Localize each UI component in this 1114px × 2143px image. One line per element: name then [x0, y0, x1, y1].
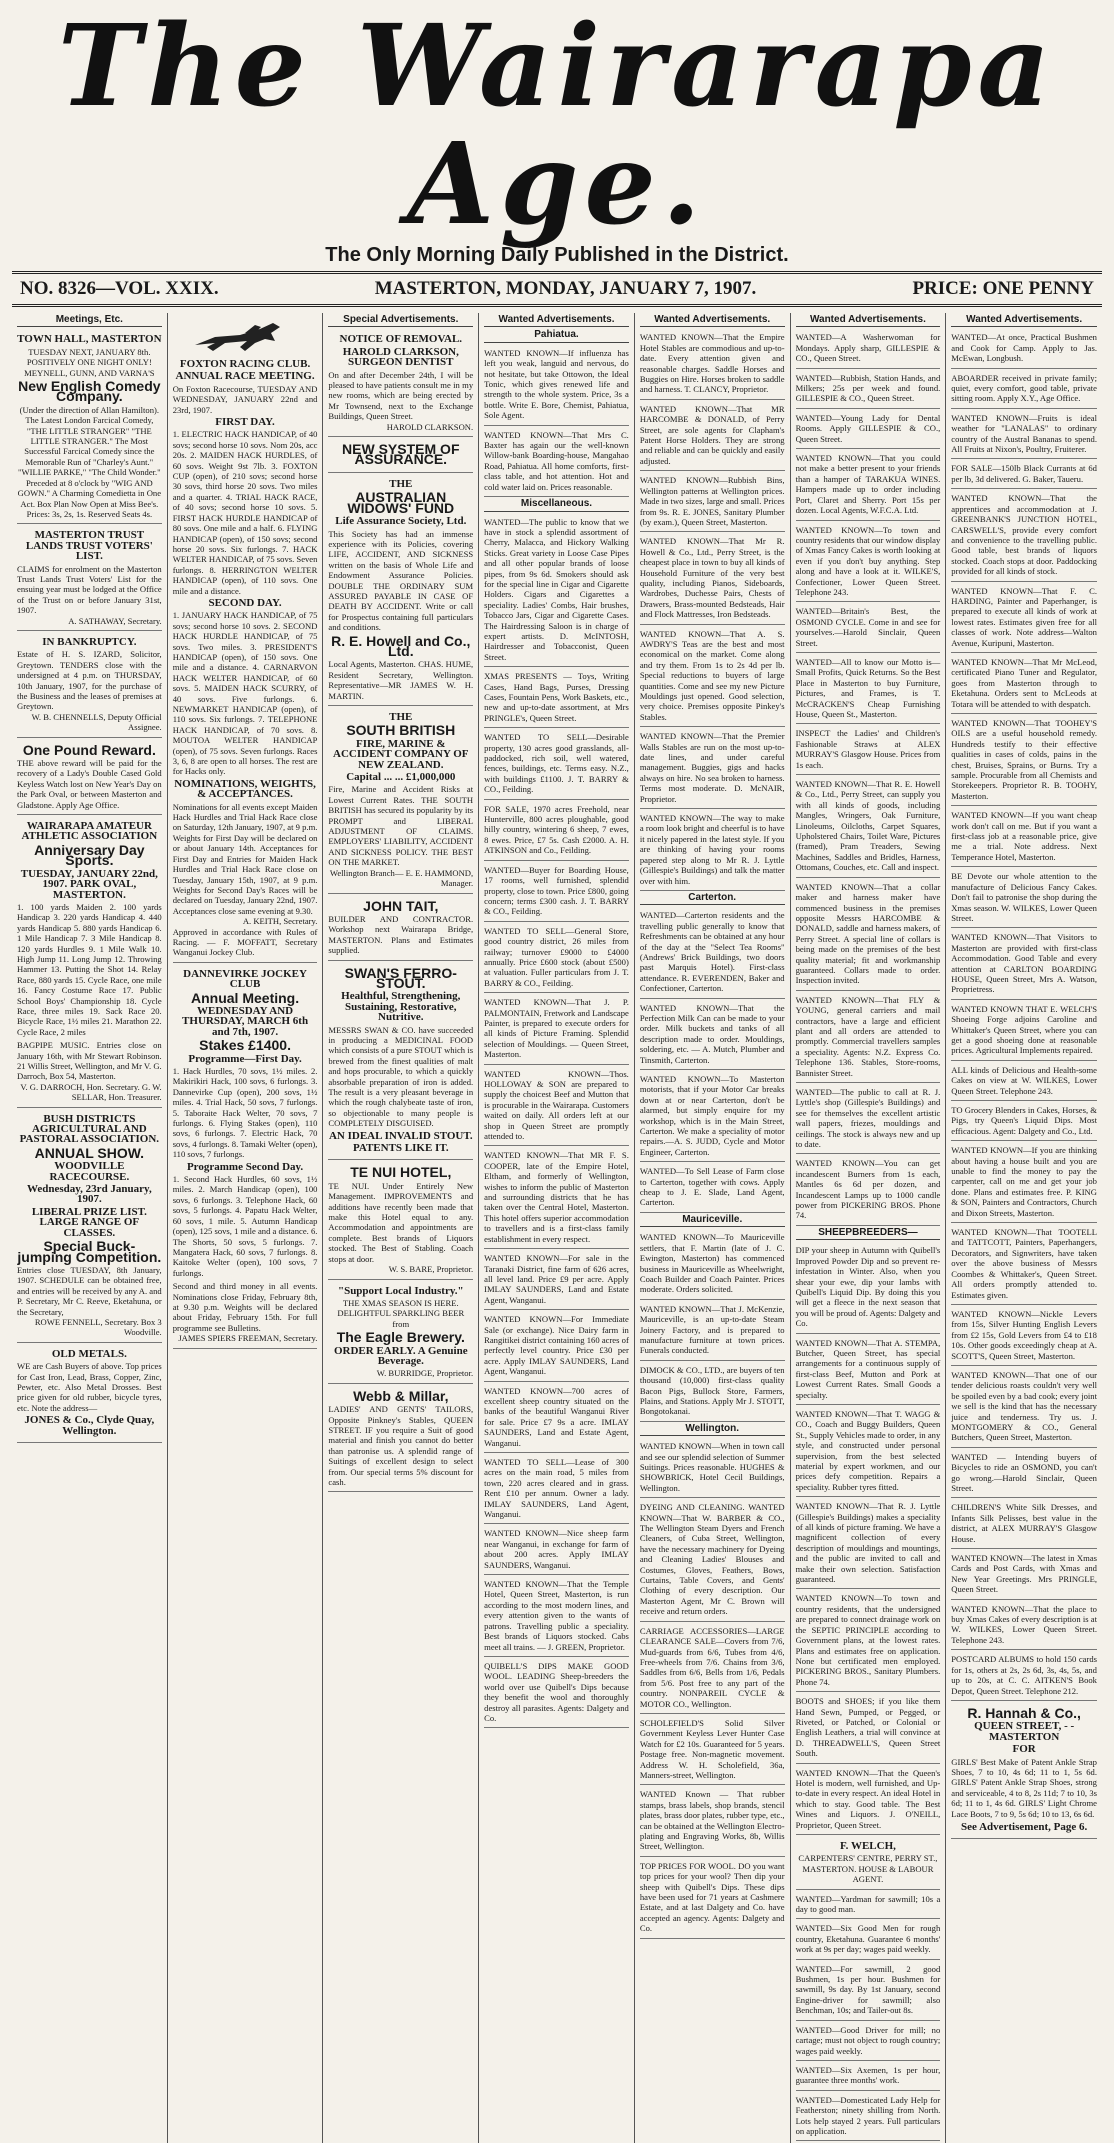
- ad-heading: SWAN'S FERRO-STOUT.: [344, 964, 457, 991]
- ad-subheading: ORDER EARLY. A Genuine Beverage.: [333, 1344, 468, 1367]
- ad-item: SCHOLEFIELD'S Solid Silver Government Keyless Lever Hunter Case Watch for £2 10s. Guaranteed for 5 years. Postage free. Non-magnetic movement. Address W. H. Scholefield, 36a, Manners-street, Wellington.: [640, 1716, 785, 1785]
- ad-item: WANTED KNOWN—That Mr R. Howell & Co., Ltd., Perry Street, is the cheapest place in town to buy all kinds of Household Furniture of the very best quality, including Pianos, Sideboards, Wardrobes, Duchesse Pairs, Chests of Drawers, Brass-mounted Bedsteads, Hair and Flock Mattresses, Iron Bedsteads.: [640, 534, 785, 624]
- ad-subheading: NOMINATIONS, WEIGHTS, & ACCEPTANCES.: [174, 777, 316, 801]
- ad-item: WANTED TO SELL—Lease of 300 acres on the main road, 5 miles from town, 220 acres cleared and in grass. Rent £10 per annum. Owner a lady. IMLAY SAUNDERS, Land Agent, Wanganui.: [484, 1455, 629, 1524]
- subsection-heading: Carterton.: [640, 893, 785, 905]
- ad-south-british: [328, 708, 473, 894]
- ad-item: WANTED KNOWN—That the place to buy Xmas Cakes of every description is at W. WILKES, Lower Queen Street. Telephone 243.: [951, 1602, 1097, 1651]
- ad-item: WANTED KNOWN—To town and country residents that our window display of Xmas Fancy Cakes is worth looking at even if you don't buy anything. Step along and have a look at it. WILKE'S, Confectioner, Lower Queen Street. Telephone 243.: [796, 523, 941, 603]
- ad-subheading: THE: [389, 711, 413, 723]
- ad-item: FOR SALE—150lb Black Currants at 6d per lb, 3d delivered. G. Baker, Taueru.: [951, 461, 1097, 489]
- ad-text: Fire, Marine and Accident Risks at Lowest Current Rates. THE SOUTH BRITISH has secured its popularity by its PROMPT and LIBERAL ADJUSTMENT OF CLAIMS. EMPLOYERS' LIABILITY, ACCIDENT AND SICKNESS POLICY. THE BEST ON THE MARKET.: [328, 784, 474, 868]
- ad-item: WANTED KNOWN—If influenza has left you weak, languid and nervous, do not hesitate, but take Ottowon, the Ideal Tonic, which gives renewed life and strength to the whole system. Price, 3s a bottle. Write E. Bore, Chemist, Pahiatua, Sole Agent.: [484, 346, 629, 426]
- ad-heading: TOWN HALL, MASTERTON: [17, 333, 162, 346]
- ad-show: [17, 1110, 162, 1343]
- ad-item: WANTED KNOWN THAT E. WELCH'S Shoeing Forge adjoins Caroline and Whittaker's Queen Street, where you can get a good shoeing done at reasonable prices. Agricultural Implements repaired.: [951, 1002, 1097, 1061]
- ad-clarkson: [328, 330, 473, 437]
- ad-subheading: PATENTS LIKE IT.: [352, 1142, 449, 1155]
- ad-text: 1. Hack Hurdles, 70 sovs, 1½ miles. 2. Makirikiri Hack, 100 sovs, 6 furlongs. 3. Dannevirke Cup (open), 200 sovs, 1½ miles. 4. Trial Hack, 50 sovs, 7 furlongs. 5. Taboraite Hack Welter, 70 sovs, 7 furlongs. 6. Flying Stakes (open), 110 sovs, 6 furlongs. 7. Electric Hack, 70 sovs, 4 furlongs. 8. Tamaki Welter (open), 110 sovs, 7 furlongs.: [172, 1066, 318, 1160]
- ad-item: WANTED KNOWN—That F. C. HARDING, Painter and Paperhanger, is prepared to execute all kinds of work at lowest rates. Estimates given free for all classes of work. Note address—Walton Avenue, Kuripuni, Masterton.: [951, 584, 1097, 653]
- ad-text: CARPENTERS' CENTRE, PERRY ST., MASTERTON. HOUSE & LABOUR AGENT.: [798, 1853, 938, 1885]
- ad-item: ABOARDER received in private family; quiet, every comfort, good table, private sitting room. Apply X.Y., Age Office.: [951, 371, 1097, 409]
- ad-item: POSTCARD ALBUMS to hold 150 cards for 1s, others at 2s, 2s 6d, 3s, 4s, 5s, and up to 20s, at C. C. AITKEN'S Book Depot, Queen Street. Telephone 212.: [951, 1652, 1097, 1701]
- ad-item: WANTED KNOWN—That Visitors to Masterton are provided with first-class Accommodation. Good Table and every attention at CARLTON BOARDING HOUSE, Queen Street, Mrs A. Watson, Proprietress.: [951, 930, 1097, 999]
- ad-item: WANTED KNOWN—Nice sheep farm near Wanganui, in exchange for farm of about 200 acres. Apply IMLAY SAUNDERS, Wanganui.: [484, 1526, 629, 1575]
- ad-item: WANTED—A Washerwoman for Mondays. Apply sharp, GILLESPIE & CO., Queen Street.: [796, 330, 941, 368]
- ad-item: WANTED KNOWN—That A. STEMPA, Butcher, Queen Street, has special arrangements for a continuous supply of first-class Beef, Mutton and Pork at Lowest Current Rates. Small Goods a specialty.: [796, 1336, 941, 1405]
- ad-item: WANTED—Domesticated Lady Help for Featherston; ninety shilling from North. Lots help stayed 2 years. Full particulars on application.: [796, 2093, 941, 2142]
- ad-trust-lands: [17, 526, 162, 631]
- ad-item: WANTED KNOWN—For sale in the Taranaki District, fine farm of 626 acres, all level land. Price £9 per acre. Apply IMLAY SAUNDERS, Land and Estate Agent, Wanganui.: [484, 1251, 629, 1310]
- ad-item: WANTED—Yardman for sawmill; 10s a day to good man.: [796, 1892, 941, 1920]
- ad-tait: [328, 896, 473, 961]
- ad-item: WANTED KNOWN—The latest in Xmas Cards and Post Cards, with Xmas and New Year Greetings. Mrs PRINGLE, Queen Street.: [951, 1551, 1097, 1600]
- ad-bankruptcy: [17, 633, 162, 738]
- ad-item: WANTED KNOWN—To Mauriceville settlers, that F. Martin (late of J. C. Ewington, Masterton) has commenced business in Mauriceville as Wheelwright, Coach Builder and Coach Painter. Prices moderate. Orders solicited.: [640, 1230, 785, 1299]
- ad-heading: NOTICE OF REMOVAL.: [339, 333, 463, 346]
- ad-signature: HAROLD CLARKSON.: [386, 421, 474, 432]
- ad-text: TE NUI. Under Entirely New Management. IMPROVEMENTS and additions have recently been made that make this Hotel equal to any. Accommodation and appointments are complete. Best brands of Liquors stocked. The Best of Stabling. Coach stops at door.: [328, 1180, 474, 1264]
- ad-item: WANTED KNOWN—Nickle Levers from 15s, Silver Hunting English Levers from £2 15s, Gold Levers from £4 to £18 10s. Other goods exceedingly cheap at A. SCOTT'S, Queen Street, Masterton.: [951, 1307, 1097, 1366]
- ad-item: XMAS PRESENTS — Toys, Writing Cases, Hand Bags, Purses, Dressing Cases, Fountain Pens, Work Baskets, etc., new and up-to-date assortment, at Mrs PRINGLE's, Queen Street.: [484, 669, 629, 728]
- column-4: [479, 313, 635, 2143]
- ad-heading: Anniversary Day Sports.: [34, 841, 145, 869]
- ad-heading: AUSTRALIAN WIDOWS' FUND: [347, 489, 455, 516]
- ad-signature: Wellington Branch— E. E. HAMMOND, Manager.: [329, 867, 474, 889]
- ad-text: MESSRS SWAN & CO. have succeeded in producing a MEDICINAL FOOD which consists of a pure STOUT which is brewed from the finest qualities of malt and hops procurable, to which a quickly absorbable preparation of iron is added. The result is a very pleasant beverage in which the rough chalybeate taste of iron, so objectionable to many people is COMPLETELY DISGUISED.: [328, 1024, 474, 1129]
- ad-subheading: LIBERAL PRIZE LIST. LARGE RANGE OF CLASSES.: [31, 1205, 147, 1239]
- subsection-heading: Wellington.: [640, 1424, 785, 1436]
- ad-text: Estate of H. S. IZARD, Solicitor, Greytown. TENDERS close with the undersigned at 4 p.m. on THURSDAY, 10th January, 1907, for the purchase of the Business and the leases of premises at Greytown.: [17, 649, 162, 712]
- ad-item: ALL kinds of Delicious and Health-some Cakes on view at W. WILKES, Lower Queen Street. Telephone 243.: [951, 1063, 1097, 1101]
- ad-text: BUILDER AND CONTRACTOR. Workshop next Wairarapa Bridge, MASTERTON. Plans and Estimates supplied.: [328, 913, 474, 956]
- ad-item: WANTED KNOWN—That the Temple Hotel, Queen Street, Masterton, is run according to the most modern lines, and every attention given to the wants of patrons. Travelling public a speciality. Best brands of Liquors stocked. Cabs meet all trains. — J. GREEN, Proprietor.: [484, 1577, 629, 1657]
- ad-item: WANTED Known — That rubber stamps, brass labels, shop brands, stencil plates, brass door plates, rubber type, etc., can be obtained at the Wellington Electro-plating and Engraving Works, 8b, Willis Street, Wellington.: [640, 1787, 785, 1856]
- ad-te-nui-hotel: [328, 1162, 473, 1279]
- ad-heading: BUSH DISTRICTS AGRICULTURAL AND PASTORAL ASSOCIATION.: [19, 1112, 160, 1146]
- ad-item: WANTED KNOWN—700 acres of excellent sheep country situated on the banks of the beautiful Wanganui River for sale. Price £7 9s a acre. IMLAY SAUNDERS, Land and Estate Agent, Wanganui.: [484, 1384, 629, 1453]
- ad-text: Nominations for all events except Maiden Hack Hurdles and Trial Hack Race close on Saturday, 12th January, 1907, at 9 p.m. Weights for First Day will be declared on or about January 14th. Acceptances for First Day and Entries for Maiden Hack Hurdles and Trial Hack Race close on Tuesday, January 15th, 1907, at 9 p.m. Weights for Second Day's Races will be declared on Tuesday, January 22nd, 1907. Acceptances close same evening at 9.30.: [172, 801, 318, 916]
- ad-text: 1. Second Hack Hurdles, 60 sovs, 1½ miles. 2. March Handicap (open), 100 sovs, 6 furlongs. 3. Telephone Hack, 60 sovs, 5 furlongs. 4. Papatu Hack Welter, 60 sovs, 1 mile. 5. Autumn Handicap (open), 125 sovs, 1 mile and a distance. 6. The Shorts, 50 sovs, 5 furlongs. 7. Mangatera Hack, 60 sovs, 7 furlongs. 8. Kaitoke Welter (open), 100 sovs, 7 furlongs.: [172, 1174, 318, 1278]
- ad-text: TUESDAY NEXT, JANUARY 8th. POSITIVELY ONE NIGHT ONLY! MEYNELL, GUNN, AND VARNA'S: [24, 346, 155, 378]
- columns: [12, 313, 1102, 2136]
- ad-heading: JOHN TAIT,: [363, 897, 439, 914]
- price: PRICE: ONE PENNY: [912, 278, 1094, 299]
- ad-item: WANTED KNOWN—You can get incandescent Burners from 1s each, Mantles 6s 6d per dozen, and Incandescent Lamps up to 1000 candle power from PICKERING BROS. Phone 74.: [796, 1156, 941, 1225]
- ad-item: WANTED KNOWN—That TOOHEY'S OILS are a useful household remedy. Hundreds testify to their effective qualities in cases of colds, pains in the chest, Bruises, Sprains, or Burns. Try a sample. Procurable from all Chemists and Storekeepers. Proprietor R. B. TOOHY, Masterton.: [951, 716, 1097, 806]
- column-2: [168, 313, 324, 2143]
- tagline: The Only Morning Daily Published in the District.: [325, 244, 789, 266]
- ad-subheading: Healthful, Strengthening, Sustaining, Restorative, Nutritive.: [341, 990, 461, 1024]
- ad-item: WANTED KNOWN—That Mrs C. Baxter has again our the well-known Willow-bank Boarding-house, Mangahao Road, Pahiatua. All home comforts, first-class table, and hot attention. Hot and cold water laid on. Prices reasonable.: [484, 428, 629, 497]
- ad-text: THE above reward will be paid for the recovery of a Lady's Double Cased Gold Keyless Watch lost on New Year's Day on the Park Oval, or between Masterton and Gladstone. Apply Age Office.: [17, 758, 162, 810]
- ad-text: CLAIMS for enrolment on the Masterton Trust Lands Trust Voters' List for the ensuing year must be lodged at the Office of the Trust on or before January 31st, 1907.: [17, 563, 162, 616]
- ad-item: WANTED KNOWN—That R. J. Lyttle (Gillespie's Buildings) makes a speciality of all kinds of picture framing. We have a magnificent collection of every description of mouldings and mountings, and the public are invited to call and make their own selection. Satisfaction guaranteed.: [796, 1499, 941, 1589]
- ad-athletic: [17, 817, 162, 1108]
- ad-item: WANTED—For sawmill, 2 good Bushmen, 1s per hour. Bushmen for sawmill, 9s day. By 1st January, second Engine-driver for sawmill; also Benchman, 10s; and Tailer-out 8s.: [796, 1962, 941, 2021]
- ad-text: 1. 100 yards Maiden 2. 100 yards Handicap 3. 220 yards Handicap 4. 440 yards Handicap 5. 880 yards Handicap 6. 1 Mile Handicap 7. 3 Mile Handicap 8. 120 yards Hurdles 9. 1 Mile Walk 10. High Jump 11. Long Jump 12. Throwing Hammer 13. Putting the Shot 14. Relay Race, 880 yards 15. Cycle Race, one mile 16. Fancy Costume Race 17. Public School Boys' Championship 18. Cycle Race, three miles 19. Sack Race 20. Bicycle Race, 1½ miles 21. Marathon 22. Cycle Race, 2 miles: [17, 901, 162, 1037]
- ad-item: WANTED KNOWN—That MR HARCOMBE & DONALD, of Perry Street, are sole agents for Clapham's Patent Horse Holders. They are strong and reliable and can be quickly and easily adjusted.: [640, 402, 785, 471]
- ad-item: WANTED—Rubbish, Station Hands, and Milkers; 25s per week and found. GILLESPIE & CO., Queen Street.: [796, 371, 941, 409]
- ad-subheading: TUESDAY, JANUARY 22nd, 1907. PARK OVAL, MASTERTON.: [20, 867, 158, 901]
- ad-text: GIRLS' Best Make of Patent Ankle Strap Shoes, 7 to 10, 4s 6d; 11 to 1, 5s 6d. GIRLS' Patent Ankle Strap Shoes, strong and serviceable, 4 to 8, 2s 11d; 7 to 10, 3s 6d; 11 to 1, 4s 6d. GIRLS' Light Chrome Lace Boots, 7 to 9, 5s 6d; 10 to 13, 6s 6d.: [951, 1756, 1097, 1819]
- ad-swan-stout: [328, 963, 473, 1161]
- ad-subheading: Capital ... ... £1,000,000: [346, 771, 456, 784]
- ad-reward: [17, 740, 162, 815]
- ad-item: WANTED—To Sell Lease of Farm close to Carterton, together with cows. Apply cheap to J. E. Slade, Land Agent, Carterton.: [640, 1164, 785, 1213]
- ad-text: 1. JANUARY HACK HANDICAP, of 75 sovs; second horse 10 sovs. 2. SECOND HACK HURDLE HANDICAP, of 75 sovs. Two miles. 3. PRESIDENT'S HANDICAP (open), of 150 sovs. One mile and a distance. 4. CARNARVON HACK WELTER HANDICAP, of 60 sovs. 5. MAIDEN HACK SCURRY, of 40 sovs. Five furlongs. 6. NEWMARKET HANDICAP (open), of 110 sovs. Six furlongs. 7. TELEPHONE HACK HANDICAP, of 70 sovs. 8. MOUTOA WELTER HANDICAP (open), of 75 sovs. Seven furlongs. Races 3, 6, 8 are open to all horses. The rest are for Hacks only.: [172, 610, 318, 777]
- ad-text: This Society has had an immense experience with its Policies, covering LIFE, ACCIDENT, AND SICKNESS written on the basis of Whole Life and Endowment Assurance Policies. DOUBLE THE ORDINARY SUM ASSURED PAYABLE IN CASE OF DEATH BY ACCIDENT. Write or call for Prospectus containing full particulars and conditions.: [328, 528, 474, 633]
- ad-signature: ROWE FENNELL, Secretary. Box 3 Woodville.: [34, 1316, 162, 1338]
- ad-item: BOOTS and SHOES; if you like them Hand Sewn, Pumped, or Pegged, or Riveted, or Patched, or Colonial or English Leathers, a trial will convince at D. THREADWELL'S, Queen Street South.: [796, 1694, 941, 1763]
- ad-signature: JONES & Co., Clyde Quay, Wellington.: [24, 1414, 155, 1437]
- ad-item: WANTED KNOWN—That a collar maker and harness maker have commenced business in the premises opposite Messrs HARCOMBE & DONALD, saddle and harness makers, of Perry Street. A special line of collars is being made on the premises of the best quality material; fit and workmanship guaranteed. Collars made to order. Inspection invited.: [796, 880, 941, 991]
- ad-subheading: FOR: [1012, 1743, 1036, 1756]
- ad-item: WANTED KNOWN—If you want cheap work don't call on me. But if you want a first-class job at a reasonable price, give me a trial. Note address. Next Temperance Hotel, Masterton.: [951, 808, 1097, 867]
- ad-heading: The Eagle Brewery.: [336, 1329, 465, 1346]
- ad-subheading: AN IDEAL INVALID STOUT.: [328, 1129, 473, 1142]
- ad-signature: W. S. BARE, Proprietor.: [388, 1264, 474, 1275]
- ad-item: WANTED—The public to call at R. J. Lyttle's shop (Gillespie's Buildings) and see for themselves the excellent artistic wall papers, friezes, mouldings and ceilings. The stock is always new and up to date.: [796, 1085, 941, 1154]
- subsection-heading: Miscellaneous.: [484, 499, 629, 511]
- ad-item: WANTED KNOWN—That the Empire Hotel Stables are commodious and up-to-date. Every attention given and reasonable charges. Saddle Horses and Buggies on Hire. Horses broken to saddle and harness. T. CLANCY, Proprietor.: [640, 330, 785, 399]
- ad-text: On and after December 24th, I will be pleased to have patients consult me in my new rooms, which are being erected by Mr Townsend, next to the Exchange Buildings, Queen Street.: [328, 369, 474, 422]
- ad-heading: Webb & Millar,: [353, 1387, 449, 1404]
- section-heading: Special Advertisements.: [328, 315, 473, 327]
- ad-item: WANTED—Buyer for Boarding House, 17 rooms, well furnished, splendid property, close to town. Price £800, going concern; terms £300 cash. J. T. BARRY & CO., Feilding.: [484, 863, 629, 922]
- ad-text: BAGPIPE MUSIC. Entries close on January 16th, with Mr Stewart Robinson. 21 Willis Street, Wellington, and Mr V. G. Darroch, Box 54, Masterton.: [17, 1040, 162, 1082]
- ad-item: QUIBELL'S DIPS MAKE GOOD WOOL. LEADING Sheep-breeders the world over use Quibell's Dips because they benefit the wool and thoroughly destroy all parasites. Agents: Dalgety and Co.: [484, 1659, 629, 1728]
- ad-item: WANTED—At once, Practical Bushmen and Cook for Camp. Apply to Jas. McEwan, Longbush.: [951, 330, 1097, 368]
- section-heading: Wanted Advertisements.: [796, 315, 941, 327]
- ad-text: Second and third money in all events. Nominations close Friday, February 8th, at 9.30 p.m. Weights will be declared about Friday, February 15th. For full programme see Bulletins.: [172, 1281, 318, 1333]
- ad-heading: MASTERTON TRUST LANDS TRUST VOTERS' LIST.: [25, 529, 153, 563]
- ad-item: WANTED KNOWN—That Mr McLeod, certificated Piano Tuner and Regulator, goes from Masterton through to Eketahuna. Orders sent to McLeods at Totara will be attended to with despatch.: [951, 655, 1097, 714]
- ad-item: WANTED KNOWN—To Masterton motorists, that if your Motor Car breaks down at or near Carterton, don't be alarmed, but simply enquire for my workshop, which is in the Main Street, Carterton. We make a speciality of motor repairs.—A. S. JUDD, Cycle and Motor Engineer, Carterton.: [640, 1072, 785, 1162]
- ad-text: Approved in accordance with Rules of Racing. — F. MOFFATT, Secretary Wanganui Jockey Club.: [172, 926, 318, 958]
- subsection-heading: Mauriceville.: [640, 1215, 785, 1227]
- ad-heading: New English Comedy Company.: [18, 378, 161, 405]
- ad-item: WANTED KNOWN—That TOOTELL and TATTCOTT, Painters, Paperhangers, Decorators, and Signwriters, have taken over the above business of Messrs Coombes & Whittaker's, Queen Street. All orders promptly attended to. Estimates given.: [951, 1225, 1097, 1305]
- ad-subheading: Wednesday, 23rd January, 1907.: [27, 1183, 152, 1206]
- ad-subheading: "Support Local Industry.": [337, 1284, 464, 1297]
- ad-text: (Under the direction of Allan Hamilton). The Latest London Farcical Comedy, "THE LITTLE STRANGER" "THE LITTLE STRANGER." The Most Successful Farcical Comedy since the Memorable Run of "Charley's Aunt." "WILLIE PARKE," "The Child Wonder." Preceded at 8 o'clock by "WIG AND GOWN." A Charming Comedietta in One Act. Box Plan Now Open at Miss Bee's. Prices: 3s, 2s, 1s. Reserved Seats 4s.: [17, 404, 162, 519]
- ad-item: INSPECT the Ladies' and Children's Fashionable Straws at ALEX MURRAY'S Glasgow House. Prices from 1s each.: [796, 726, 941, 775]
- ad-signature: V. G. DARROCH, Hon. Secretary. G. W. SELLAR, Hon. Treasurer.: [20, 1081, 162, 1103]
- section-heading: Meetings, Etc.: [17, 315, 162, 327]
- ad-hannah: [951, 1703, 1097, 1839]
- ad-subheading: FIRST DAY.: [215, 416, 275, 429]
- ad-item: WANTED KNOWN—For Immediate Sale (or exchange). Nice Dairy farm in Rangitikei district containing 160 acres of perfectly level country. Price £30 per acre. Apply IMLAY SAUNDERS, Land Agent, Wanganui.: [484, 1312, 629, 1381]
- newspaper-page: [12, 1, 1102, 2136]
- ad-item: WANTED—All to know our Motto is—Small Profits, Quick Returns. So the Best Place in Masterton to buy Furniture, Pictures, and Frames, is T. McCRACKEN'S Cheap Furnishing House, Queen St., Masterton.: [796, 655, 941, 724]
- ad-metals: [17, 1345, 162, 1443]
- ad-item: WANTED KNOWN—That you could not make a better present to your friends than a hamper of TARAKUA WINES. Hampers made up to order including Port, Claret and Sherry. Port 15s per dozen. Local Agents, W.F.C.A. Ltd.: [796, 451, 941, 520]
- ad-new-system: [328, 439, 473, 473]
- ad-item: WANTED KNOWN—To town and country residents, that the undersigned are prepared to connect drainage work on the SEPTIC PRINCIPLE according to Government plans, at the lowest rates. Plans and estimates free on application. None but certificated men employed. PICKERING BROS., Sanitary Plumbers. Phone 74.: [796, 1591, 941, 1692]
- ad-subheading: ANNUAL RACE MEETING.: [175, 370, 315, 383]
- ad-subheading: WOODVILLE RACECOURSE.: [49, 1160, 130, 1183]
- ad-item: WANTED—Six Good Men for rough country, Eketahuna. Guarantee 6 months' work at 9s per day; wages paid weekly.: [796, 1921, 941, 1959]
- column-6: [791, 313, 947, 2143]
- ad-item: WANTED KNOWN—That J. P. PALMONTAIN, Fretwork and Landscape Painter, is prepared to execute orders for all kinds of Picture Framing. Splendid selection of Mouldings. — Queen Street, Masterton.: [484, 995, 629, 1064]
- ad-heading: SOUTH BRITISH: [346, 722, 456, 739]
- ad-foxton-racing: [173, 313, 318, 963]
- ad-subheading: SECOND DAY.: [208, 596, 282, 609]
- column-5: [635, 313, 791, 2143]
- ad-text: Entries close TUESDAY, 8th January, 1907. SCHEDULE can be obtained free, and entries will be received by any A. and P. Secretary, Mr C. Reeve, Eketahuna, or the Secretary,: [17, 1264, 162, 1317]
- ad-item: CARRIAGE ACCESSORIES—LARGE CLEARANCE SALE—Covers from 7/6, Mud-guards from 6/6, Tubes from 4/6, Free-wheels from 7/6. Chains from 3/6, Saddles from 6/6, Bells from 1/6, Pedals from 5/6. Post free to any part of the country. NONPAREIL CYCLE & MOTOR CO., Wellington.: [640, 1624, 785, 1714]
- ad-text: LADIES' AND GENTS' TAILORS, Opposite Pinkney's Stables, QUEEN STREET. IF you require a Suit of good material and finish you cannot do better than patronise us. A splendid range of Suitings of excellent design to select from. Our special terms 5% discount for cash.: [328, 1404, 474, 1487]
- ad-dannevirke: [173, 965, 318, 1349]
- ad-subheading: Programme—First Day.: [188, 1052, 302, 1065]
- ad-item: WANTED KNOWN—That R. E. Howell & Co., Ltd., Perry Street, can supply you with all kinds of goods, including Mangles, Wringers, Oak Furniture, Linoleums, Oilcloths, Carpet Squares, Upholstered Chairs, Toilet Ware, Pictures (framed), Pram Treaders, Sewing Machines, Saddles and Bridles, Harness, Ottomans, Couches, etc. Call and inspect.: [796, 777, 941, 878]
- ad-item: WANTED TO SELL—Desirable property, 130 acres good grasslands, all-paddocked, rich soil, well watered, fences, buildings, etc. Terms easy. N.Z., with buildings £1100. J. T. BARRY & CO., Feilding.: [484, 730, 629, 799]
- ad-heading: NEW SYSTEM OF ASSURANCE.: [342, 441, 460, 468]
- ad-item: WANTED KNOWN—That the Queen's Hotel is modern, well furnished, and Up-to-date in every respect. An ideal Hotel in which to stay. Good table. The Best Wines and Liquors. J. O'NEILL, Proprietor, Queen Street.: [796, 1766, 941, 1835]
- ad-item: WANTED—The public to know that we have in stock a splendid assortment of Cherry, Malacca, and Hickory Walking Sticks. Great variety in Loose Case Pipes and all other popular brands of loose pipes, from 9s 6d. Smokers should ask for the special line in Cigar and Cigarette Holders. Cigars and Cigarettes a speciality. Ladies' Combs, Hair brushes, Tobacco Jars, Cigar and Cigarette Cases. The Hairdressing Saloon is in charge of expert artists. D. McINTOSH, Hairdresser and Tobacconist, Queen Street.: [484, 515, 629, 668]
- ad-text: Local Agents, Masterton. CHAS. HUME, Resident Secretary, Wellington. Representative—MR JAMES W. H. MARTIN.: [328, 659, 474, 701]
- ad-item: WANTED KNOWN—That the apprentices and accommodation at J. GREENBANK'S JUNCTION HOTEL, CARSWELL'S, provide every comfort and convenience to the travelling public. Good table, best brands of liquors stocked. Coach stops at door. Paddocking provided for all kinds of stock.: [951, 491, 1097, 581]
- ad-item: FOR SALE, 1970 acres Freehold, near Hunterville, 800 acres ploughable, good hilly country, wintering 6 sheep, 7 ewes, 8 ewes. Price, £7 5s. Cash £2000. A. H. ATKINSON and Co., Feilding.: [484, 802, 629, 861]
- ad-widows-fund: [328, 475, 473, 706]
- ad-heading: One Pound Reward.: [22, 741, 156, 758]
- ad-heading: F. WELCH,: [839, 1840, 896, 1852]
- ad-item: WANTED TO SELL—General Store, good country district, 26 miles from railway; turnover £9000 to £4000 annually. Price £600 stock (about £500) at valuation. Fuller particulars from J. T. BARRY & CO., Feilding.: [484, 924, 629, 993]
- subsection-heading: Pahiatua.: [484, 330, 629, 342]
- ad-item: WANTED KNOWN—Thos. HOLLOWAY & SON are prepared to supply the choicest Beef and Mutton that is procurable in the Wairarapa. Customers waited on daily. All orders left at our shop in Queen Street are promptly attended to.: [484, 1067, 629, 1147]
- ad-town-hall: [17, 330, 162, 524]
- ad-text: 1. ELECTRIC HACK HANDICAP, of 40 sovs; second horse 10 sovs. Nom 20s, acc 20s. 2. MAIDEN HACK HURDLES, of 60 sovs. Weight 9st 7lb. 3. FOXTON CUP (open), of 210 sovs; second horse 30 sovs, third horse 20 sovs. Two miles and a quarter. 4. TRIAL HACK RACE, of 40 sovs; second horse 10 sovs. 5. FIRST HACK HURDLE HANDICAP of 80 sovs. One mile and a half. 6. FLYING HANDICAP (open), of 150 sovs; second horse 20 sovs. Six furlongs. 7. HACK WELTER HANDICAP, of 75 sovs. Seven furlongs. 8. HERRINGTON WELTER HANDICAP (open), of 110 sovs. One mile and a distance.: [172, 429, 318, 596]
- ad-heading: Special Buck-jumping Competition.: [17, 1238, 162, 1265]
- ad-subheading: THE: [389, 477, 413, 490]
- ad-item: WANTED KNOWN—That MR F. S. COOPER, late of the Empire Hotel, Eltham, and formerly of Wellington, wishes to inform the public of Masterton and surrounding districts that he has taken over the Central Hotel, Masterton. This hotel offers superior accommodation to travellers and is a first-class family establishment in every respect.: [484, 1148, 629, 1249]
- section-heading: Wanted Advertisements.: [640, 315, 785, 327]
- section-heading: Wanted Advertisements.: [951, 315, 1097, 327]
- ad-webb-millar: [328, 1386, 473, 1493]
- ad-item: WANTED KNOWN—That A. S. AWDRY'S Teas are the best and most economical on the market. Come along and try them. From 1s to 2s 4d per lb. Special reductions to buyers of large quantities. Come and see my new Picture Mouldings just opened. Good selection, very choice. Premises opposite Pinkey's Stables.: [640, 627, 785, 728]
- ad-item: WANTED KNOWN—When in town call and see our splendid selection of Summer Suitings. Prices reasonable. HUGHES & SHOWBRICK, Hotel Cecil Buildings, Wellington.: [640, 1439, 785, 1498]
- ad-item: WANTED KNOWN—That one of our tender delicious roasts couldn't very well be spoiled even by a bad cook; every joint we sell is the kind that has the necessary juice and tenderness. Try us. J. MONTGOMERY & CO., General Butchers, Queen Street, Masterton.: [951, 1368, 1097, 1448]
- section-heading: Wanted Advertisements.: [484, 315, 629, 327]
- ad-text: On Foxton Racecourse, TUESDAY AND WEDNESDAY, JANUARY 22nd and 23rd, 1907.: [172, 383, 318, 415]
- ad-footer: See Advertisement, Page 6.: [961, 1820, 1088, 1833]
- ad-item: WANTED—Carterton residents and the travelling public generally to know that Refreshments can be obtained at any hour of the day at the "Select Tea Rooms" (Andrews' Brick Buildings, two doors past Marquis Hotel). First-class attendance. R. EVERENDEN, Baker and Confectioner, Carterton.: [640, 908, 785, 998]
- ad-item: DIMOCK & CO., LTD., are buyers of ten thousand (10,000) first-class quality Bacon Pigs, Bullock Store, Farmers, Plains, and Stations. Apply Mr J. STOTT, Bongotokanai.: [640, 1363, 785, 1422]
- column-1: [12, 313, 168, 2143]
- dateline-bar: [12, 271, 1102, 307]
- subsection-heading: SHEEPBREEDERS—: [796, 1228, 941, 1240]
- ad-subheading: Life Assurance Society, Ltd.: [335, 515, 467, 528]
- ad-item: DIP your sheep in Autumn with Quibell's Improved Powder Dip and so prevent re-infestation in Winter. Also, when you shear your ewe, dip your lambs with Quibell's Liquid Dip. By doing this you will get a fleece in the next season that you will be proud of. Agents: Dalgety and Co.: [796, 1243, 941, 1333]
- ad-signature: W. BURRIDGE, Proprietor.: [376, 1368, 474, 1379]
- ad-subheading: HAROLD CLARKSON, SURGEON DENTIST: [342, 345, 459, 369]
- ad-heading: R. E. Howell and Co., Ltd.: [331, 632, 471, 659]
- ad-item: BE Devote our whole attention to the manufacture of Delicious Fancy Cakes. Don't fail to patronise the shop during the Xmas season. W. WILKES, Lower Queen Street.: [951, 869, 1097, 928]
- ad-heading: DANNEVIRKE JOCKEY CLUB: [183, 967, 307, 991]
- ad-item: TO Grocery Blenders in Cakes, Horses, & Pigs, try Queen's Liquid Dips. Most efficacious. Agent: Dalgety and Co., Ltd.: [951, 1103, 1097, 1141]
- ad-item: WANTED KNOWN—Rubbish Bins, Wellington patterns at Wellington prices. Made in two sizes, large and small. Prices from 9s. R. E. JONES, Sanitary Plumber (by exam.), Queen Street, Masterton.: [640, 473, 785, 532]
- ad-item: WANTED—Britain's Best, the OSMOND CYCLE. Come in and see for yourselves.—Harold Sinclair, Queen Street.: [796, 604, 941, 653]
- ad-item: TOP PRICES FOR WOOL. DO you want top prices for your wool? Then dip your sheep with Quibell's Dips. These dips have been used for 71 years at Cashmere Estate, and at last Dalgety and Co. have accepted an agency. Agents: Dalgety and Co.: [640, 1859, 785, 1939]
- ad-subheading: WEDNESDAY AND THURSDAY, MARCH 6th and 7th, 1907.: [182, 1004, 309, 1038]
- issue-number: NO. 8326—VOL. XXIX.: [20, 278, 219, 299]
- ad-heading: WAIRARAPA AMATEUR ATHLETIC ASSOCIATION: [21, 820, 158, 843]
- ad-heading: IN BANKRUPTCY.: [42, 635, 137, 648]
- ad-item: WANTED KNOWN—That the Perfection Milk Can can be made to your order. Milk buckets and tanks of all description made to order. Mouldings, soldering, etc. — A. Mutch, Plumber and Tinsmith, Carterton.: [640, 1001, 785, 1070]
- ad-signature: W. B. CHENNELLS, Deputy Official Assignee.: [31, 711, 162, 733]
- ad-heading: OLD METALS.: [51, 1347, 127, 1360]
- ad-heading: Stakes £1400.: [199, 1037, 291, 1054]
- ad-item: WANTED KNOWN—That T. WAGG & CO., Coach and Buggy Builders, Queen St., Supply Vehicles made to order, in any style, and constructed under personal supervision, from the best selected material by expert workmen, and our prices defy competition. Repairs a speciality. Rubber tyres fitted.: [796, 1407, 941, 1497]
- ad-heading: ANNUAL SHOW.: [34, 1144, 145, 1161]
- newspaper-title: The Wairarapa Age.: [57, 1, 1057, 250]
- ad-item: WANTED—Six Axemen, 1s per hour, guarantee three months' work.: [796, 2063, 941, 2091]
- ad-heading: Annual Meeting.: [191, 989, 300, 1006]
- ad-item: WANTED—Good Driver for mill; no cartage; must not object to rough country; wages paid weekly.: [796, 2023, 941, 2061]
- ad-signature: JAMES SPIERS FREEMAN, Secretary.: [178, 1333, 318, 1344]
- ad-eagle-brewery: [328, 1282, 473, 1384]
- ad-signature: A. SATHAWAY, Secretary.: [68, 615, 162, 626]
- ad-item: WANTED KNOWN—That FLY & YOUNG, general carriers and mail contractors, have a large and efficient plant and all orders are attended to promptly. Commercial travellers samples a speciality. Agents: N.Z. Express Co. Telephone 136. Stables, Store-rooms, Bannister Street.: [796, 993, 941, 1083]
- racehorse-icon: [185, 317, 305, 357]
- ad-item: WANTED KNOWN—That J. McKenzie, Mauriceville, is an up-to-date Steam Joinery Factory, and is prepared to manufacture furniture at town prices. Funerals conducted.: [640, 1302, 785, 1361]
- ad-item: WANTED KNOWN—Fruits is ideal weather for "LANALAS" to ordinary country of the Austral Bananas to spend. All Fruits at Nixon's, Poultry, Fruiterer.: [951, 411, 1097, 460]
- ad-welch: [796, 1837, 941, 1890]
- place-date: MASTERTON, MONDAY, JANUARY 7, 1907.: [374, 278, 757, 299]
- ad-item: CHILDREN'S White Silk Dresses, and Infants Silk Pelisses, best value in the district, at ALEX MURRAY'S Glasgow House.: [951, 1500, 1097, 1549]
- ad-heading: R. Hannah & Co.,: [967, 1704, 1081, 1721]
- ad-item: WANTED KNOWN—That the Premier Walls Stables are run on the most up-to-date lines, and under careful management. Buggies, gigs and hacks always on hire. No sea broken to harness. Terms most moderate. D. McNAIR, Proprietor.: [640, 729, 785, 809]
- column-3: [323, 313, 479, 2143]
- ad-text: THE XMAS SEASON IS HERE. DELIGHTFUL SPARKLING BEER from: [337, 1297, 465, 1329]
- ad-item: WANTED—Young Lady for Dental Rooms. Apply GILLESPIE & CO., Queen Street.: [796, 411, 941, 449]
- ad-item: WANTED KNOWN—If you are thinking about having a house built and you are unable to find the money to pay the carpenter, call on me and get your job done. Plans and estimates free. P. KING & SON, Painters and Contractors, Church and Dixon Streets, Masterton.: [951, 1143, 1097, 1223]
- masthead: [12, 1, 1102, 267]
- ad-text: WE are Cash Buyers of above. Top prices for Cast Iron, Lead, Brass, Copper, Zinc, Pewter, etc. Also Metal Drosses. Best price given for old rubber, bicycle tyres, etc. Note the address—: [17, 1361, 162, 1413]
- ad-subheading: QUEEN STREET, - - MASTERTON: [974, 1720, 1075, 1743]
- ad-item: DYEING AND CLEANING. WANTED KNOWN—That W. BARBER & CO., The Wellington Steam Dyers and French Cleaners, of Cuba Street, Wellington, have the necessary machinery for Dyeing and Cleaning Ladies' Blouses and Costumes, Gloves, Feathers, Bows, Curtains, Table Covers, and Gents' Clothing of every description. Our Masterton Agent, Mr C. Brown will receive and return orders.: [640, 1500, 785, 1621]
- ad-heading: TE NUI HOTEL,: [350, 1164, 452, 1181]
- ad-item: WANTED KNOWN—The way to make a room look bright and cheerful is to have it nicely papered in the latest style. If you are thinking of having your rooms papered step along to Mr R. J. Lyttle (Gillespie's Buildings) and talk the matter over with him.: [640, 811, 785, 891]
- ad-item: WANTED — Intending buyers of Bicycles to ride an OSMOND, you can't go wrong.—Harold Sinclair, Queen Street.: [951, 1450, 1097, 1499]
- ad-subheading: FIRE, MARINE & ACCIDENT COMPANY OF NEW ZEALAND.: [333, 737, 469, 771]
- ad-subheading: Programme Second Day.: [186, 1160, 304, 1173]
- ad-heading: FOXTON RACING CLUB.: [179, 358, 311, 370]
- column-7: [946, 313, 1102, 2143]
- ad-signature: A. KEITH, Secretary.: [242, 916, 318, 927]
